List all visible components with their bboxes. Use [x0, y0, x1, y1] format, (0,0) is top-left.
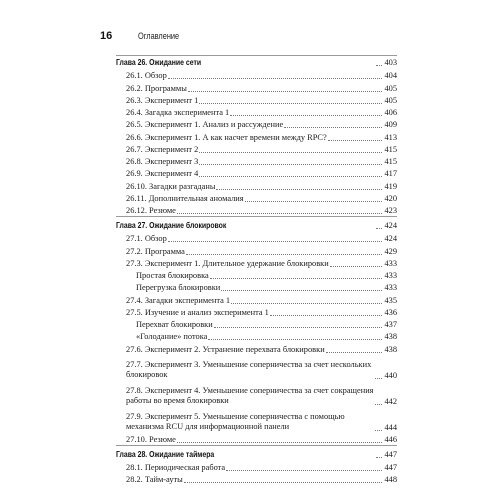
toc-page-number: 448	[384, 475, 397, 485]
toc-entry-title: Глава 27. Ожидание блокировок	[116, 221, 227, 230]
toc-section-entry	[116, 106, 397, 118]
toc-page-number: 444	[384, 422, 397, 432]
toc-entry-title: Глава 28. Ожидание таймера	[116, 449, 215, 459]
toc-section-entry	[116, 306, 397, 318]
toc-entry-title: «Голодание» потока	[136, 332, 208, 342]
toc-entry-title: 27.7. Эксперимент 3. Уменьшение соперничества за счет нескольких блокировок	[126, 359, 372, 379]
toc-entry-title: 27.5. Изучение и анализ эксперимента 1	[126, 307, 269, 317]
toc-page-number: 437	[384, 320, 397, 329]
dot-leader	[199, 176, 382, 177]
toc-page-number: 409	[384, 120, 397, 130]
toc-entry-title: Простая блокировка	[136, 271, 209, 280]
dot-leader	[177, 442, 382, 443]
toc-section-entry	[116, 192, 397, 204]
dot-leader	[326, 352, 382, 353]
dot-leader	[188, 91, 382, 92]
dot-leader	[231, 303, 382, 304]
toc-chapter-entry	[116, 216, 397, 231]
toc-entry-title: 26.3. Эксперимент 1	[126, 95, 199, 105]
toc-section-entry	[116, 204, 397, 216]
toc-subsection-entry	[116, 269, 397, 281]
toc-section-entry	[116, 155, 397, 167]
toc-entry-title: 27.1. Обзор	[126, 234, 167, 244]
toc-page-number: 424	[384, 234, 397, 244]
toc-entry-title: 26.8. Эксперимент 3	[126, 157, 199, 166]
toc-chapter-entry	[116, 445, 397, 460]
dot-leader	[330, 266, 382, 267]
toc-section-entry	[116, 407, 397, 433]
dot-leader	[168, 78, 382, 79]
toc-entry-title: 26.9. Эксперимент 4	[126, 169, 199, 179]
toc-entry-title: 26.7. Эксперимент 2	[126, 144, 199, 154]
toc-entry-title: 27.6. Эксперимент 2. Устранение перехвата блокировки	[126, 344, 325, 354]
toc-page-number: 447	[384, 463, 397, 472]
toc-page-number: 406	[384, 108, 397, 117]
toc-page-number: 440	[384, 370, 397, 380]
toc-entry-title: 27.9. Эксперимент 5. Уменьшение соперничества с помощью механизма RCU для информационной панели	[126, 411, 345, 431]
toc-entry-title: 27.4. Загадки эксперимента 1	[126, 295, 231, 305]
toc-section-entry	[116, 244, 397, 256]
toc-page-number: 433	[384, 283, 397, 293]
toc-page-number: 424	[384, 221, 397, 230]
toc-section-entry	[116, 461, 397, 473]
dot-leader	[177, 213, 382, 214]
toc-chapter-entry	[116, 55, 397, 68]
toc-section-entry	[116, 81, 397, 93]
toc-page-number: 405	[384, 83, 397, 93]
dot-leader	[186, 254, 382, 255]
toc-entry-title: 27.10. Резюме	[126, 434, 176, 444]
table-of-contents	[116, 55, 397, 485]
page-number: 16	[100, 30, 113, 42]
toc-section-entry	[116, 118, 397, 130]
dot-leader	[199, 103, 382, 104]
dot-leader	[284, 127, 382, 128]
dot-leader	[230, 115, 382, 116]
toc-page-number: 446	[384, 434, 397, 444]
toc-page-number: 415	[384, 144, 397, 154]
dot-leader	[199, 164, 382, 165]
dot-leader	[216, 189, 382, 190]
toc-entry-title: 27.8. Эксперимент 4. Уменьшение соперничества за счет сокращения работы во время блокировки	[126, 385, 374, 405]
dot-leader	[214, 327, 382, 328]
toc-page-number: 420	[384, 193, 397, 203]
dot-leader	[270, 315, 382, 316]
toc-page-number: 433	[384, 258, 397, 268]
dot-leader	[376, 65, 382, 66]
toc-page-number: 405	[384, 95, 397, 105]
toc-section-entry	[116, 94, 397, 106]
dot-leader	[199, 152, 382, 153]
toc-entry-title: Перегрузка блокировки	[136, 283, 221, 293]
toc-page-number: 442	[384, 396, 397, 406]
dot-leader	[168, 241, 382, 242]
toc-entry-title: 26.6. Эксперимент 1. А как насчет времени между RPC?	[126, 132, 327, 142]
toc-section-entry	[116, 143, 397, 155]
toc-entry-title: 26.5. Эксперимент 1. Анализ и рассуждение	[126, 120, 284, 130]
toc-page-number: 419	[384, 181, 397, 191]
dot-leader	[226, 470, 382, 471]
toc-entry-title: 28.2. Тайм-ауты	[126, 475, 183, 485]
toc-section-entry	[116, 167, 397, 179]
toc-page-number: 415	[384, 157, 397, 166]
toc-page-number: 447	[384, 449, 397, 459]
toc-page-number: 435	[384, 295, 397, 305]
toc-entry-title: 26.12. Резюме	[126, 206, 176, 215]
toc-entry-title: 26.4. Загадка эксперимента 1	[126, 108, 230, 117]
toc-page-number: 438	[384, 332, 397, 342]
dot-leader	[375, 404, 382, 405]
toc-section-entry	[116, 381, 397, 407]
toc-section-entry	[116, 69, 397, 81]
toc-page-number: 417	[384, 169, 397, 179]
toc-section-entry	[116, 342, 397, 354]
dot-leader	[245, 201, 382, 202]
toc-entry-title: 26.1. Обзор	[126, 71, 167, 81]
dot-leader	[375, 430, 382, 431]
toc-page-number: 433	[384, 271, 397, 280]
toc-subsection-entry	[116, 330, 397, 342]
toc-section-entry	[116, 257, 397, 269]
toc-page-number: 403	[384, 58, 397, 67]
toc-entry-title: 27.3. Эксперимент 1. Длительное удержание блокировки	[126, 258, 329, 268]
toc-section-entry	[116, 433, 397, 445]
dot-leader	[375, 378, 382, 379]
dot-leader	[376, 457, 382, 458]
toc-section-entry	[116, 179, 397, 191]
toc-page-number: 413	[384, 132, 397, 142]
running-header	[100, 30, 188, 44]
dot-leader	[328, 140, 382, 141]
toc-section-entry	[116, 232, 397, 244]
toc-page-number: 429	[384, 246, 397, 256]
toc-page-number: 438	[384, 344, 397, 354]
toc-page-number: 436	[384, 307, 397, 317]
toc-section-entry	[116, 355, 397, 381]
toc-entry-title: 27.2. Программа	[126, 246, 185, 256]
dot-leader	[376, 228, 382, 229]
toc-page-number: 423	[384, 206, 397, 215]
dot-leader	[221, 290, 382, 291]
toc-page-number: 404	[384, 71, 397, 81]
toc-section-entry	[116, 130, 397, 142]
toc-section-entry	[116, 293, 397, 305]
running-title: Оглавление	[138, 31, 180, 41]
toc-entry-title: 26.11. Дополнительная аномалия	[126, 193, 244, 203]
toc-entry-title: 28.1. Периодическая работа	[126, 463, 226, 472]
toc-subsection-entry	[116, 281, 397, 293]
toc-entry-title: 26.10. Загадки разгаданы	[126, 181, 216, 191]
dot-leader	[184, 482, 382, 483]
toc-subsection-entry	[116, 318, 397, 330]
toc-entry-title: Глава 26. Ожидание сети	[116, 58, 202, 67]
toc-entry-title: 26.2. Программы	[126, 83, 187, 93]
dot-leader	[208, 339, 382, 340]
toc-entry-title: Перехват блокировки	[136, 320, 213, 329]
dot-leader	[210, 278, 382, 279]
toc-section-entry	[116, 473, 397, 485]
